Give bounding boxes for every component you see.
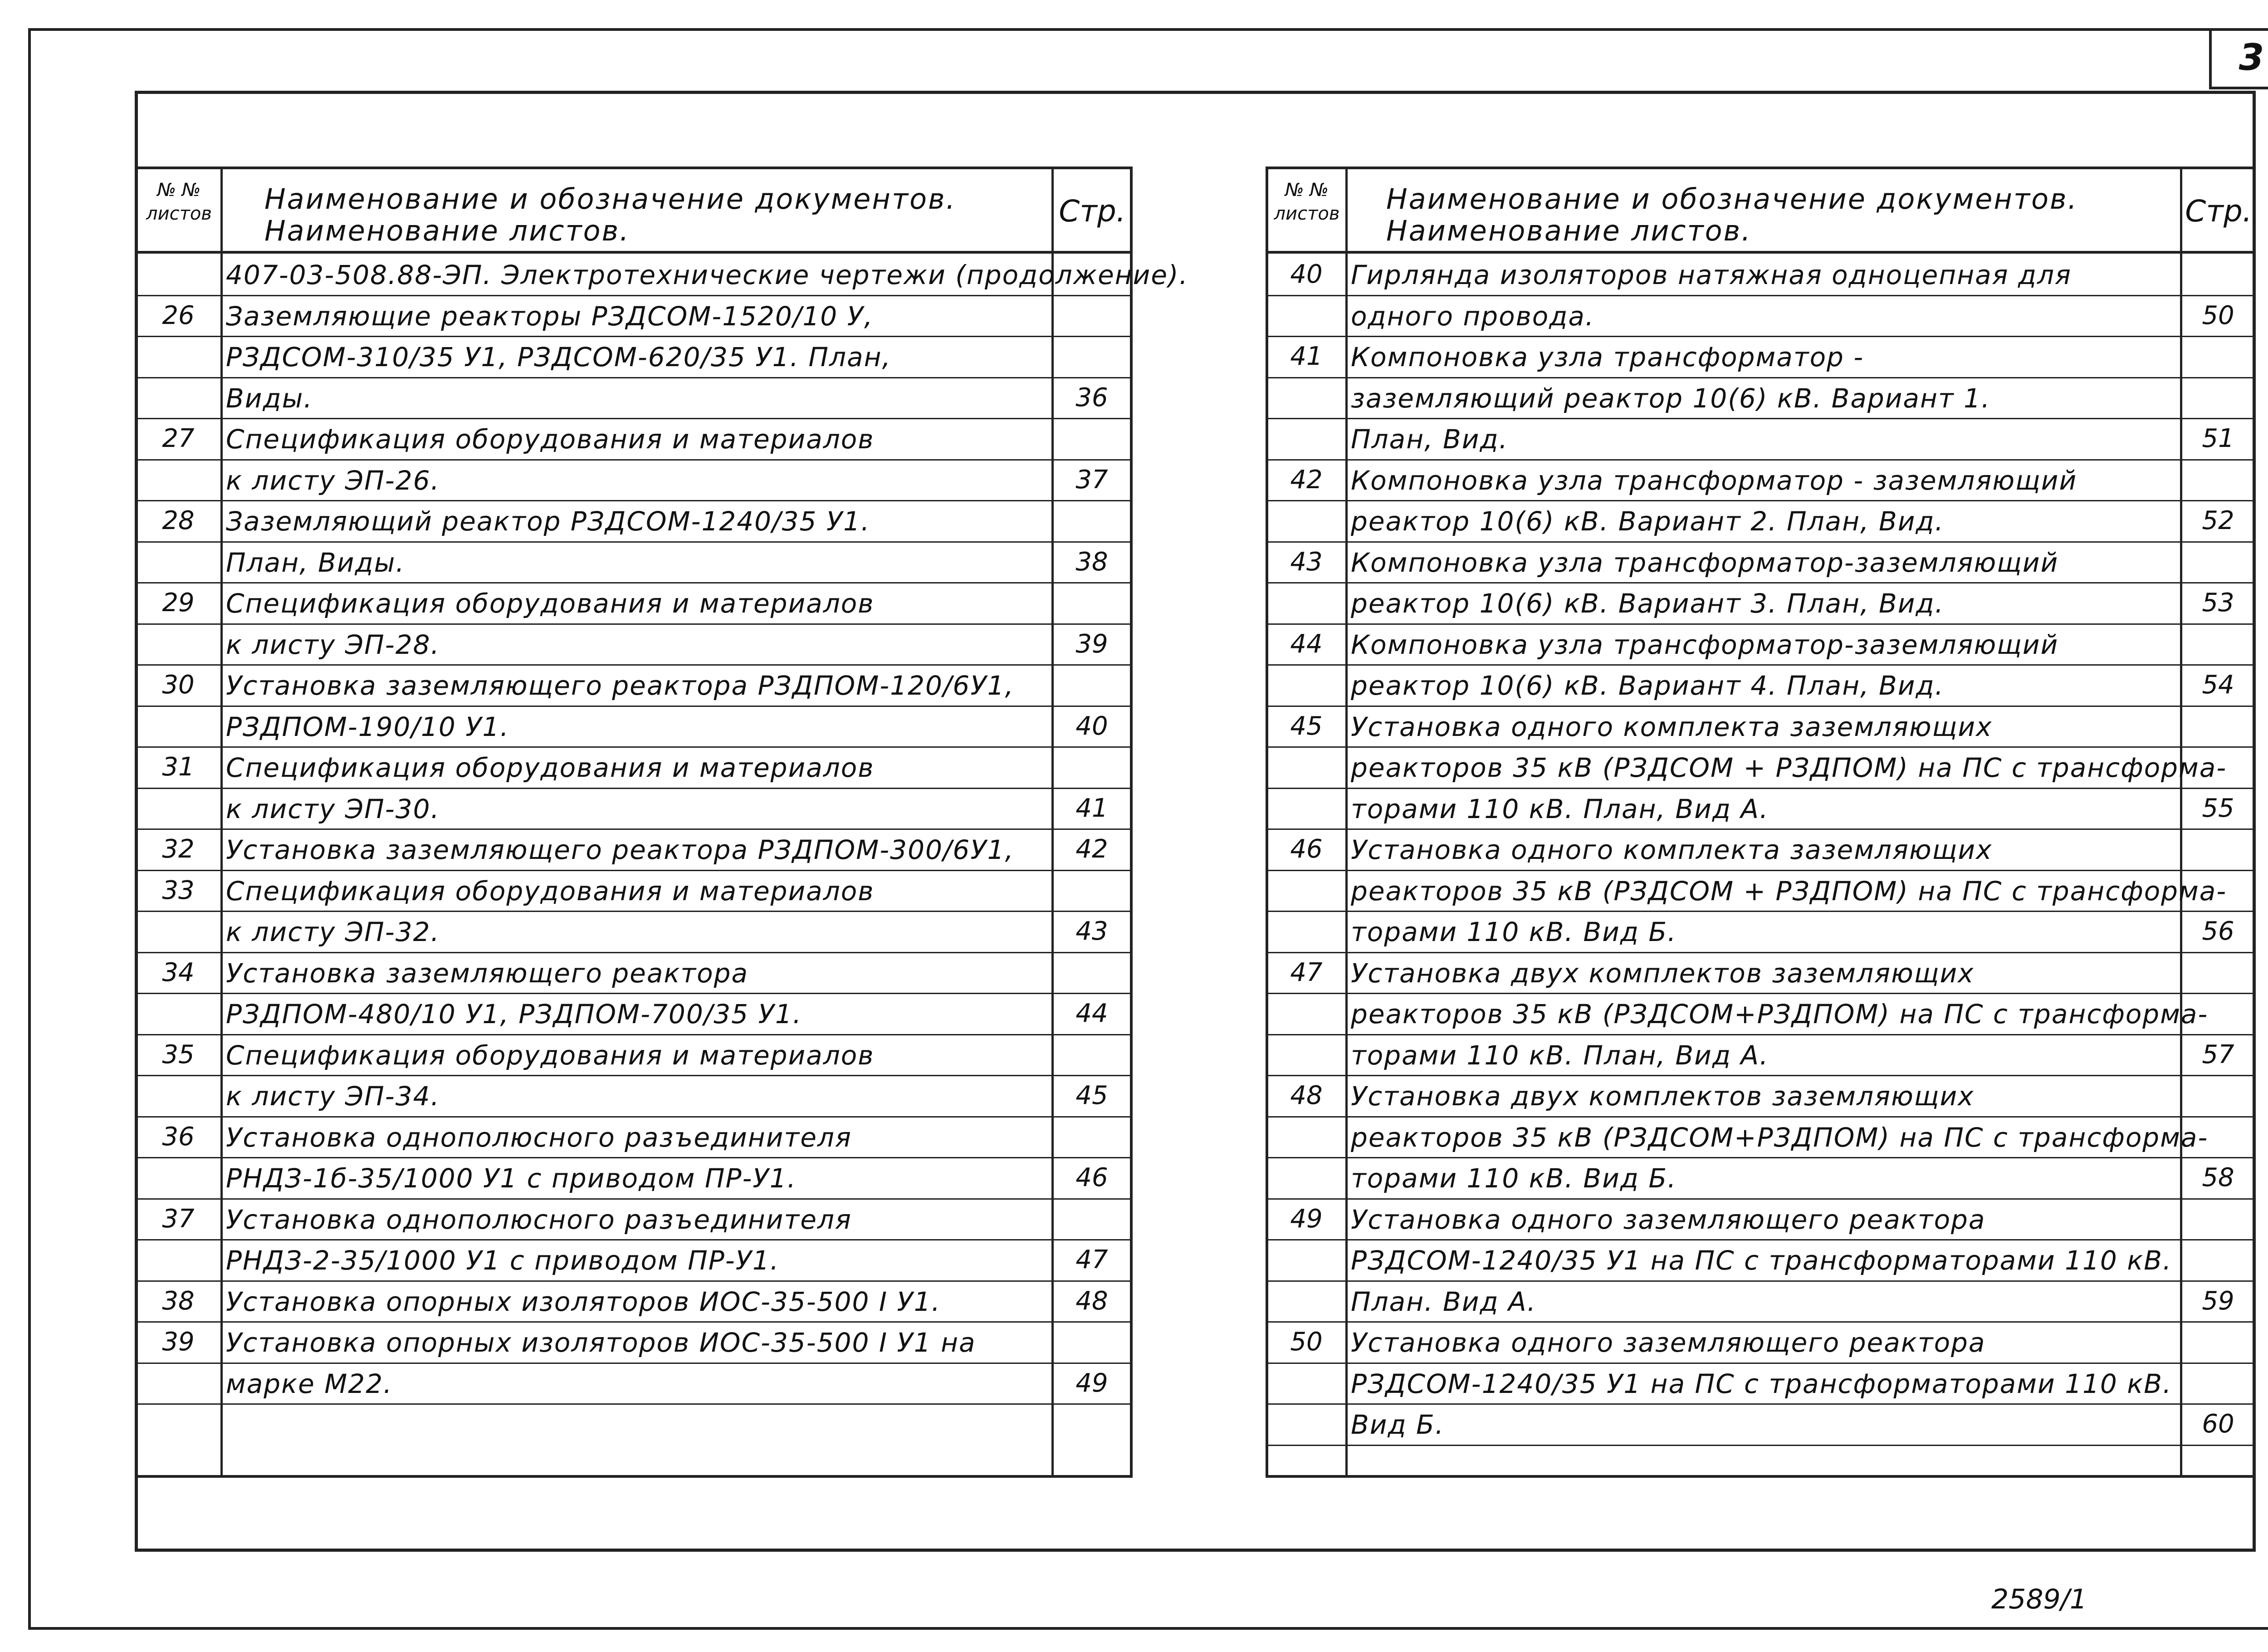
archive-stamp: 2589/1 [1991,1583,2087,1615]
row-document-title: Установка заземляющего реактора [226,957,749,989]
row-sheet-number: 48 [1290,1081,1323,1110]
row-document-title: реакторов 35 кВ (РЗДСОМ + РЗДПОМ) на ПС с трансформа- [1351,752,2227,783]
row-document-title: Установка опорных изоляторов ИОС-35-500 I У1. [226,1286,941,1317]
row-document-title: Спецификация оборудования и материалов [226,1039,875,1071]
row-sheet-number: 41 [1290,342,1323,371]
row-document-title: Установка однополюсного разъединителя [226,1122,852,1153]
row-sheet-number: 26 [162,300,195,330]
row-document-title: Вид Б. [1351,1409,1445,1440]
row-sheet-number: 50 [1290,1327,1323,1357]
row-page-number: 60 [2202,1409,2234,1439]
row-sheet-number: 49 [1290,1204,1323,1234]
row-page-number: 58 [2202,1163,2234,1192]
row-document-title: торами 110 кВ. План, Вид А. [1351,1039,1769,1071]
header-sheet-no: № № листов [146,180,212,224]
row-document-title: РНДЗ-1б-35/1000 У1 с приводом ПР-У1. [226,1163,797,1194]
row-sheet-number: 47 [1290,957,1323,987]
row-document-title: Компоновка узла трансформатор-заземляющий [1351,547,2059,578]
row-sheet-number: 46 [1290,834,1323,864]
row-document-title: Виды. [226,382,313,414]
row-document-title: реакторов 35 кВ (РЗДСОМ+РЗДПОМ) на ПС с трансформа- [1351,1122,2209,1153]
right-contents-table [1266,167,2256,1478]
row-page-number: 39 [1075,629,1108,659]
row-document-title: РНДЗ-2-35/1000 У1 с приводом ПР-У1. [226,1245,780,1276]
row-page-number: 49 [1075,1368,1108,1398]
row-page-number: 43 [1075,917,1108,946]
row-document-title: Установка опорных изоляторов ИОС-35-500 I У1 на [226,1327,976,1358]
row-document-title: Установка заземляющего реактора РЗДПОМ-120/6У1, [226,670,1014,701]
row-document-title: торами 110 кВ. Вид Б. [1351,1163,1677,1194]
row-page-number: 45 [1075,1081,1108,1110]
row-document-title: Спецификация оборудования и материалов [226,588,875,619]
row-page-number: 41 [1075,793,1108,823]
row-page-number: 40 [1075,711,1108,741]
row-sheet-number: 40 [1290,260,1323,289]
row-document-title: реактор 10(6) кВ. Вариант 4. План, Вид. [1351,670,1945,701]
row-sheet-number: 38 [162,1286,195,1316]
row-sheet-number: 29 [162,588,195,618]
row-document-title: одного провода. [1351,300,1595,332]
row-document-title: План. Вид А. [1351,1286,1537,1317]
row-document-title: Установка двух комплектов заземляющих [1351,957,1975,989]
row-document-title: Установка одного заземляющего реактора [1351,1204,1986,1235]
row-document-title: к листу ЭП-28. [226,629,440,660]
row-document-title: 407-03-508.88-ЭП. Электротехнические чертежи (продолжение). [226,260,1189,290]
row-sheet-number: 36 [162,1122,195,1152]
row-sheet-number: 34 [162,957,195,987]
row-page-number: 47 [1075,1245,1108,1275]
row-document-title: Установка одного комплекта заземляющих [1351,834,1993,865]
header-title-line2: Наименование листов. [1386,214,1752,247]
left-contents-table [135,167,1189,1478]
header-page-col: Стр. [1059,194,1126,229]
header-title-line2: Наименование листов. [264,214,630,247]
row-sheet-number: 44 [1290,629,1323,659]
row-sheet-number: 45 [1290,711,1323,741]
row-document-title: к листу ЭП-32. [226,917,440,947]
row-document-title: реактор 10(6) кВ. Вариант 3. План, Вид. [1351,588,1945,619]
row-page-number: 54 [2202,670,2234,700]
row-document-title: Заземляющий реактор РЗДСОМ-1240/35 У1. [226,506,870,537]
row-sheet-number: 39 [162,1327,195,1357]
row-document-title: РЗДСОМ-310/35 У1, РЗДСОМ-620/35 У1. План, [226,342,891,373]
header-page-col: Стр. [2185,194,2252,229]
row-document-title: к листу ЭП-34. [226,1081,440,1112]
row-document-title: Установка одного комплекта заземляющих [1351,711,1993,742]
row-document-title: Компоновка узла трансформатор - [1351,342,1864,373]
row-sheet-number: 31 [162,752,195,782]
row-sheet-number: 42 [1290,465,1323,495]
row-page-number: 38 [1075,547,1108,577]
row-document-title: Компоновка узла трансформатор - заземляющий [1351,465,2077,496]
row-document-title: РЗДСОМ-1240/35 У1 на ПС с трансформаторами 110 кВ. [1351,1245,2172,1276]
row-document-title: План, Виды. [226,547,405,578]
row-document-title: реактор 10(6) кВ. Вариант 2. План, Вид. [1351,506,1945,537]
header-title-line1: Наименование и обозначение документов. [1386,182,2078,216]
row-document-title: Компоновка узла трансформатор-заземляющий [1351,629,2059,660]
row-document-title: Спецификация оборудования и материалов [226,752,875,783]
row-document-title: Заземляющие реакторы РЗДСОМ-1520/10 У, [226,300,874,332]
row-sheet-number: 28 [162,506,195,535]
row-page-number: 53 [2202,588,2234,618]
row-document-title: РЗДПОМ-190/10 У1. [226,711,509,742]
row-document-title: РЗДСОМ-1240/35 У1 на ПС с трансформаторами 110 кВ. [1351,1368,2172,1399]
page-number: 3 [2209,28,2268,89]
row-page-number: 50 [2202,300,2234,330]
row-document-title: к листу ЭП-30. [226,793,440,824]
row-sheet-number: 32 [162,834,195,864]
row-document-title: РЗДПОМ-480/10 У1, РЗДПОМ-700/35 У1. [226,999,802,1029]
row-document-title: План, Вид. [1351,424,1509,455]
row-document-title: Установка одного заземляющего реактора [1351,1327,1986,1358]
row-document-title: к листу ЭП-26. [226,465,440,496]
row-page-number: 51 [2202,424,2234,453]
row-document-title: Установка однополюсного разъединителя [226,1204,852,1235]
row-sheet-number: 37 [162,1204,195,1234]
row-page-number: 48 [1075,1286,1108,1316]
row-sheet-number: 35 [162,1039,195,1069]
row-document-title: реакторов 35 кВ (РЗДСОМ + РЗДПОМ) на ПС с трансформа- [1351,875,2227,907]
row-document-title: реакторов 35 кВ (РЗДСОМ+РЗДПОМ) на ПС с трансформа- [1351,999,2209,1029]
row-document-title: торами 110 кВ. Вид Б. [1351,917,1677,947]
row-document-title: Гирлянда изоляторов натяжная одноцепная для [1351,260,2072,290]
row-page-number: 59 [2202,1286,2234,1316]
row-document-title: Спецификация оборудования и материалов [226,424,875,455]
row-sheet-number: 27 [162,424,195,453]
row-page-number: 57 [2202,1039,2234,1069]
row-document-title: заземляющий реактор 10(6) кВ. Вариант 1. [1351,382,1991,414]
row-sheet-number: 33 [162,875,195,905]
row-page-number: 56 [2202,917,2234,946]
row-page-number: 42 [1075,834,1108,864]
row-document-title: Установка заземляющего реактора РЗДПОМ-300/6У1, [226,834,1014,865]
row-page-number: 44 [1075,999,1108,1028]
row-document-title: торами 110 кВ. План, Вид А. [1351,793,1769,824]
row-page-number: 37 [1075,465,1108,495]
row-sheet-number: 43 [1290,547,1323,577]
row-page-number: 52 [2202,506,2234,535]
row-sheet-number: 30 [162,670,195,700]
row-document-title: Спецификация оборудования и материалов [226,875,875,907]
row-document-title: Установка двух комплектов заземляющих [1351,1081,1975,1112]
row-page-number: 46 [1075,1163,1108,1192]
row-document-title: марке М22. [226,1368,393,1399]
row-page-number: 36 [1075,382,1108,412]
row-page-number: 55 [2202,793,2234,823]
header-sheet-no: № № листов [1274,180,1340,224]
header-title-line1: Наименование и обозначение документов. [264,182,957,216]
